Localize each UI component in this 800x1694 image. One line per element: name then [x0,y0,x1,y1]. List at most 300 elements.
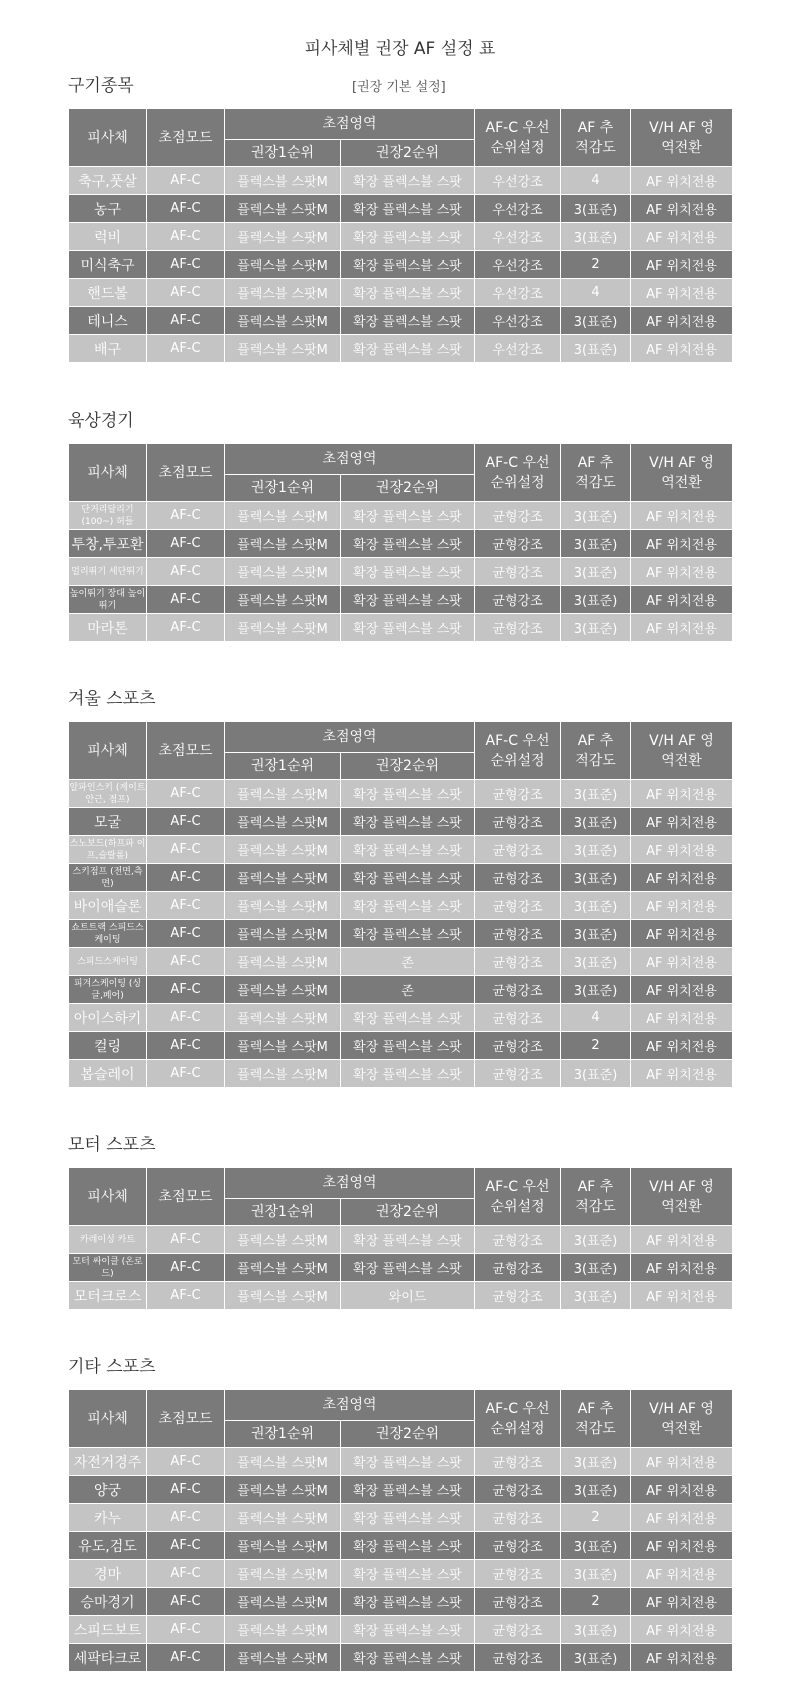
cell-subject: 축구,풋살 [69,167,147,195]
table-row [69,864,733,892]
header-afc-priority: AF-C 우선 순위설정 [475,1168,561,1226]
cell-rec2: 확장 플렉스블 스팟 [341,1532,475,1560]
table-row [69,836,733,864]
header-subject: 피사체 [69,722,147,780]
header-afc-priority: AF-C 우선 순위설정 [475,444,561,502]
cell-focus-mode: AF-C [147,614,225,642]
cell-tracking: 3(표준) [561,864,631,892]
cell-focus-mode: AF-C [147,558,225,586]
cell-priority: 균형강조 [475,1560,561,1588]
cell-rec2: 확장 플렉스블 스팟 [341,1254,475,1282]
cell-vh-af: AF 위치전용 [631,1226,733,1254]
cell-priority: 균형강조 [475,864,561,892]
cell-rec2: 확장 플렉스블 스팟 [341,1504,475,1532]
section-title-text: 겨울 스포츠 [68,689,156,709]
cell-vh-af: AF 위치전용 [631,1448,733,1476]
cell-rec2: 존 [341,948,475,976]
cell-vh-af: AF 위치전용 [631,864,733,892]
cell-rec1: 플렉스블 스팟M [225,976,341,1004]
cell-rec2: 확장 플렉스블 스팟 [341,502,475,530]
header-af-tracking: AF 추적감도 [561,1390,631,1448]
cell-vh-af: AF 위치전용 [631,1476,733,1504]
table-row [69,195,733,223]
table-row [69,1504,733,1532]
header-rec2: 권장2순위 [341,753,475,780]
header-focus-mode: 초점모드 [147,109,225,167]
cell-rec2: 확장 플렉스블 스팟 [341,780,475,808]
section-title [68,74,732,108]
cell-rec1: 플렉스블 스팟M [225,251,341,279]
cell-focus-mode: AF-C [147,1032,225,1060]
cell-vh-af: AF 위치전용 [631,1032,733,1060]
cell-rec1: 플렉스블 스팟M [225,1504,341,1532]
header-vh-af: V/H AF 영역전환 [631,722,733,780]
cell-rec2: 확장 플렉스블 스팟 [341,167,475,195]
af-settings-table [68,1389,733,1672]
cell-tracking: 3(표준) [561,586,631,614]
table-row [69,1254,733,1282]
cell-focus-mode: AF-C [147,335,225,363]
header-af-tracking: AF 추적감도 [561,109,631,167]
section-subtitle: [권장 기본 설정] [352,80,446,95]
cell-priority: 균형강조 [475,1588,561,1616]
cell-vh-af: AF 위치전용 [631,1588,733,1616]
table-row [69,335,733,363]
cell-tracking: 3(표준) [561,1532,631,1560]
cell-priority: 균형강조 [475,920,561,948]
cell-priority: 균형강조 [475,1448,561,1476]
cell-tracking: 3(표준) [561,614,631,642]
table-row [69,892,733,920]
cell-vh-af: AF 위치전용 [631,307,733,335]
cell-tracking: 4 [561,279,631,307]
table-row [69,1282,733,1310]
header-rec1: 권장1순위 [225,1421,341,1448]
cell-rec1: 플렉스블 스팟M [225,836,341,864]
cell-rec1: 플렉스블 스팟M [225,1476,341,1504]
cell-rec2: 확장 플렉스블 스팟 [341,1644,475,1672]
header-focus-area: 초점영역 [225,1390,475,1421]
cell-rec2: 확장 플렉스블 스팟 [341,1060,475,1088]
cell-focus-mode: AF-C [147,1560,225,1588]
cell-tracking: 3(표준) [561,780,631,808]
cell-priority: 균형강조 [475,1226,561,1254]
cell-rec2: 확장 플렉스블 스팟 [341,558,475,586]
header-rec1: 권장1순위 [225,753,341,780]
cell-vh-af: AF 위치전용 [631,836,733,864]
cell-focus-mode: AF-C [147,1504,225,1532]
cell-rec2: 확장 플렉스블 스팟 [341,836,475,864]
cell-rec2: 확장 플렉스블 스팟 [341,1560,475,1588]
cell-rec1: 플렉스블 스팟M [225,864,341,892]
table-row [69,948,733,976]
af-settings-table [68,1167,733,1310]
cell-subject: 승마경기 [69,1588,147,1616]
section-title [68,1133,732,1167]
cell-rec1: 플렉스블 스팟M [225,195,341,223]
cell-vh-af: AF 위치전용 [631,976,733,1004]
cell-rec1: 플렉스블 스팟M [225,1032,341,1060]
cell-focus-mode: AF-C [147,892,225,920]
cell-priority: 균형강조 [475,948,561,976]
header-focus-mode: 초점모드 [147,444,225,502]
cell-rec1: 플렉스블 스팟M [225,614,341,642]
section-title-text: 모터 스포츠 [68,1135,156,1155]
cell-focus-mode: AF-C [147,251,225,279]
cell-focus-mode: AF-C [147,1004,225,1032]
cell-tracking: 3(표준) [561,223,631,251]
cell-subject: 모터크로스 [69,1282,147,1310]
cell-subject: 멀리뛰기 세단뛰기 [69,558,147,586]
section-title [68,1355,732,1389]
cell-vh-af: AF 위치전용 [631,892,733,920]
cell-rec1: 플렉스블 스팟M [225,223,341,251]
cell-vh-af: AF 위치전용 [631,1616,733,1644]
cell-vh-af: AF 위치전용 [631,335,733,363]
cell-rec2: 확장 플렉스블 스팟 [341,1588,475,1616]
cell-focus-mode: AF-C [147,948,225,976]
cell-focus-mode: AF-C [147,1060,225,1088]
cell-focus-mode: AF-C [147,167,225,195]
cell-subject: 바이애슬론 [69,892,147,920]
table-row [69,1476,733,1504]
cell-vh-af: AF 위치전용 [631,530,733,558]
af-settings-table [68,108,733,363]
cell-focus-mode: AF-C [147,864,225,892]
table-row [69,558,733,586]
header-af-tracking: AF 추적감도 [561,722,631,780]
cell-rec2: 확장 플렉스블 스팟 [341,195,475,223]
cell-vh-af: AF 위치전용 [631,586,733,614]
cell-rec2: 확장 플렉스블 스팟 [341,530,475,558]
cell-rec1: 플렉스블 스팟M [225,558,341,586]
cell-rec2: 확장 플렉스블 스팟 [341,307,475,335]
cell-tracking: 3(표준) [561,1448,631,1476]
cell-vh-af: AF 위치전용 [631,1282,733,1310]
cell-rec1: 플렉스블 스팟M [225,1226,341,1254]
cell-tracking: 3(표준) [561,948,631,976]
section-title-text: 구기종목 [68,76,134,96]
table-row [69,1448,733,1476]
section [68,74,732,363]
cell-focus-mode: AF-C [147,586,225,614]
header-rec1: 권장1순위 [225,475,341,502]
table-row [69,1226,733,1254]
cell-rec1: 플렉스블 스팟M [225,1004,341,1032]
header-focus-mode: 초점모드 [147,1390,225,1448]
cell-subject: 스노보드(하프파 이프,슬랄롬) [69,836,147,864]
cell-focus-mode: AF-C [147,279,225,307]
cell-vh-af: AF 위치전용 [631,1504,733,1532]
cell-priority: 균형강조 [475,1060,561,1088]
cell-priority: 우선강조 [475,195,561,223]
cell-rec2: 확장 플렉스블 스팟 [341,223,475,251]
table-row [69,614,733,642]
cell-subject: 양궁 [69,1476,147,1504]
cell-focus-mode: AF-C [147,1282,225,1310]
header-rec2: 권장2순위 [341,140,475,167]
cell-priority: 균형강조 [475,836,561,864]
header-focus-area: 초점영역 [225,444,475,475]
cell-priority: 균형강조 [475,614,561,642]
cell-subject: 스피드보트 [69,1616,147,1644]
cell-priority: 균형강조 [475,586,561,614]
cell-priority: 우선강조 [475,167,561,195]
cell-vh-af: AF 위치전용 [631,1560,733,1588]
cell-focus-mode: AF-C [147,920,225,948]
header-afc-priority: AF-C 우선 순위설정 [475,722,561,780]
section-title [68,687,732,721]
cell-rec2: 존 [341,976,475,1004]
header-focus-mode: 초점모드 [147,1168,225,1226]
cell-focus-mode: AF-C [147,1616,225,1644]
cell-rec1: 플렉스블 스팟M [225,1060,341,1088]
cell-focus-mode: AF-C [147,223,225,251]
cell-focus-mode: AF-C [147,1588,225,1616]
cell-priority: 균형강조 [475,780,561,808]
cell-tracking: 2 [561,251,631,279]
section-title-text: 기타 스포츠 [68,1357,156,1377]
cell-rec1: 플렉스블 스팟M [225,307,341,335]
cell-rec1: 플렉스블 스팟M [225,530,341,558]
table-row [69,502,733,530]
cell-vh-af: AF 위치전용 [631,1004,733,1032]
cell-vh-af: AF 위치전용 [631,558,733,586]
cell-subject: 카레이싱 카트 [69,1226,147,1254]
cell-priority: 균형강조 [475,1032,561,1060]
cell-focus-mode: AF-C [147,836,225,864]
header-rec2: 권장2순위 [341,475,475,502]
af-settings-table [68,443,733,642]
cell-subject: 봅슬레이 [69,1060,147,1088]
header-focus-mode: 초점모드 [147,722,225,780]
cell-focus-mode: AF-C [147,780,225,808]
cell-subject: 세팍타크로 [69,1644,147,1672]
header-afc-priority: AF-C 우선 순위설정 [475,109,561,167]
header-af-tracking: AF 추적감도 [561,444,631,502]
cell-tracking: 3(표준) [561,892,631,920]
cell-subject: 모굴 [69,808,147,836]
cell-rec2: 확장 플렉스블 스팟 [341,1226,475,1254]
header-focus-area: 초점영역 [225,722,475,753]
cell-subject: 경마 [69,1560,147,1588]
cell-vh-af: AF 위치전용 [631,223,733,251]
cell-priority: 균형강조 [475,892,561,920]
table-row [69,1560,733,1588]
header-vh-af: V/H AF 영역전환 [631,109,733,167]
header-rec1: 권장1순위 [225,1199,341,1226]
cell-vh-af: AF 위치전용 [631,780,733,808]
table-row [69,920,733,948]
cell-rec2: 확장 플렉스블 스팟 [341,586,475,614]
cell-subject: 투창,투포환 [69,530,147,558]
cell-priority: 균형강조 [475,1616,561,1644]
cell-priority: 균형강조 [475,1004,561,1032]
cell-tracking: 3(표준) [561,1476,631,1504]
cell-rec2: 확장 플렉스블 스팟 [341,1616,475,1644]
cell-focus-mode: AF-C [147,1476,225,1504]
cell-focus-mode: AF-C [147,1226,225,1254]
cell-tracking: 3(표준) [561,976,631,1004]
header-afc-priority: AF-C 우선 순위설정 [475,1390,561,1448]
cell-rec1: 플렉스블 스팟M [225,1254,341,1282]
cell-priority: 우선강조 [475,251,561,279]
cell-subject: 아이스하키 [69,1004,147,1032]
cell-rec1: 플렉스블 스팟M [225,1282,341,1310]
cell-focus-mode: AF-C [147,1644,225,1672]
cell-tracking: 3(표준) [561,335,631,363]
table-row [69,167,733,195]
cell-rec1: 플렉스블 스팟M [225,1448,341,1476]
table-row [69,976,733,1004]
cell-vh-af: AF 위치전용 [631,251,733,279]
cell-focus-mode: AF-C [147,502,225,530]
section-title [68,409,732,443]
cell-priority: 균형강조 [475,1282,561,1310]
cell-tracking: 3(표준) [561,195,631,223]
section [68,409,732,642]
cell-subject: 자전거경주 [69,1448,147,1476]
cell-tracking: 3(표준) [561,1644,631,1672]
cell-vh-af: AF 위치전용 [631,502,733,530]
cell-rec1: 플렉스블 스팟M [225,1560,341,1588]
cell-subject: 스피드스케이팅 [69,948,147,976]
cell-tracking: 3(표준) [561,1560,631,1588]
cell-tracking: 3(표준) [561,307,631,335]
table-row [69,279,733,307]
header-subject: 피사체 [69,444,147,502]
header-rec2: 권장2순위 [341,1199,475,1226]
table-row [69,251,733,279]
cell-priority: 균형강조 [475,1476,561,1504]
header-subject: 피사체 [69,1390,147,1448]
cell-tracking: 3(표준) [561,1060,631,1088]
table-row [69,1004,733,1032]
cell-rec2: 확장 플렉스블 스팟 [341,1004,475,1032]
table-row [69,808,733,836]
header-vh-af: V/H AF 영역전환 [631,444,733,502]
cell-rec1: 플렉스블 스팟M [225,1616,341,1644]
cell-rec1: 플렉스블 스팟M [225,1532,341,1560]
cell-tracking: 2 [561,1504,631,1532]
cell-focus-mode: AF-C [147,1532,225,1560]
table-row [69,1588,733,1616]
cell-tracking: 3(표준) [561,502,631,530]
cell-subject: 알파인스키 (게이트 안근, 점프) [69,780,147,808]
cell-priority: 우선강조 [475,279,561,307]
table-row [69,223,733,251]
cell-tracking: 3(표준) [561,836,631,864]
cell-vh-af: AF 위치전용 [631,948,733,976]
cell-rec1: 플렉스블 스팟M [225,780,341,808]
cell-subject: 럭비 [69,223,147,251]
cell-subject: 단거리달리기 (100~) 허들 [69,502,147,530]
cell-priority: 균형강조 [475,1504,561,1532]
cell-vh-af: AF 위치전용 [631,920,733,948]
cell-tracking: 2 [561,1032,631,1060]
cell-rec2: 확장 플렉스블 스팟 [341,892,475,920]
cell-vh-af: AF 위치전용 [631,1532,733,1560]
cell-subject: 카누 [69,1504,147,1532]
cell-focus-mode: AF-C [147,307,225,335]
header-subject: 피사체 [69,109,147,167]
header-focus-area: 초점영역 [225,1168,475,1199]
section [68,687,732,1088]
cell-focus-mode: AF-C [147,1448,225,1476]
cell-rec2: 확장 플렉스블 스팟 [341,251,475,279]
cell-rec1: 플렉스블 스팟M [225,948,341,976]
cell-rec2: 확장 플렉스블 스팟 [341,920,475,948]
cell-subject: 쇼트트랙 스피드스케이팅 [69,920,147,948]
cell-priority: 균형강조 [475,808,561,836]
cell-rec2: 와이드 [341,1282,475,1310]
cell-priority: 균형강조 [475,530,561,558]
table-row [69,1532,733,1560]
header-rec1: 권장1순위 [225,140,341,167]
cell-rec2: 확장 플렉스블 스팟 [341,1448,475,1476]
af-settings-table [68,721,733,1088]
cell-priority: 우선강조 [475,307,561,335]
cell-priority: 우선강조 [475,223,561,251]
cell-focus-mode: AF-C [147,530,225,558]
cell-tracking: 3(표준) [561,1226,631,1254]
cell-priority: 균형강조 [475,558,561,586]
cell-rec2: 확장 플렉스블 스팟 [341,808,475,836]
table-row [69,1060,733,1088]
header-vh-af: V/H AF 영역전환 [631,1168,733,1226]
cell-priority: 균형강조 [475,1532,561,1560]
table-row [69,307,733,335]
cell-focus-mode: AF-C [147,195,225,223]
cell-focus-mode: AF-C [147,1254,225,1282]
cell-priority: 균형강조 [475,1644,561,1672]
cell-subject: 핸드볼 [69,279,147,307]
cell-rec1: 플렉스블 스팟M [225,167,341,195]
table-row [69,1032,733,1060]
cell-vh-af: AF 위치전용 [631,279,733,307]
cell-rec2: 확장 플렉스블 스팟 [341,279,475,307]
cell-priority: 우선강조 [475,335,561,363]
table-row [69,530,733,558]
cell-tracking: 3(표준) [561,1282,631,1310]
cell-subject: 피겨스케이팅 (싱글,페어) [69,976,147,1004]
cell-rec1: 플렉스블 스팟M [225,279,341,307]
table-row [69,780,733,808]
cell-priority: 균형강조 [475,1254,561,1282]
header-rec2: 권장2순위 [341,1421,475,1448]
cell-subject: 컬링 [69,1032,147,1060]
cell-subject: 모터 싸이클 (온로드) [69,1254,147,1282]
cell-rec1: 플렉스블 스팟M [225,1644,341,1672]
cell-tracking: 2 [561,1588,631,1616]
cell-tracking: 3(표준) [561,530,631,558]
cell-rec2: 확장 플렉스블 스팟 [341,1032,475,1060]
cell-rec1: 플렉스블 스팟M [225,808,341,836]
cell-rec2: 확장 플렉스블 스팟 [341,614,475,642]
table-row [69,586,733,614]
cell-rec1: 플렉스블 스팟M [225,920,341,948]
cell-subject: 마라톤 [69,614,147,642]
header-vh-af: V/H AF 영역전환 [631,1390,733,1448]
cell-rec1: 플렉스블 스팟M [225,586,341,614]
cell-focus-mode: AF-C [147,976,225,1004]
header-subject: 피사체 [69,1168,147,1226]
cell-vh-af: AF 위치전용 [631,614,733,642]
cell-vh-af: AF 위치전용 [631,195,733,223]
cell-vh-af: AF 위치전용 [631,167,733,195]
cell-rec2: 확장 플렉스블 스팟 [341,335,475,363]
cell-priority: 균형강조 [475,502,561,530]
